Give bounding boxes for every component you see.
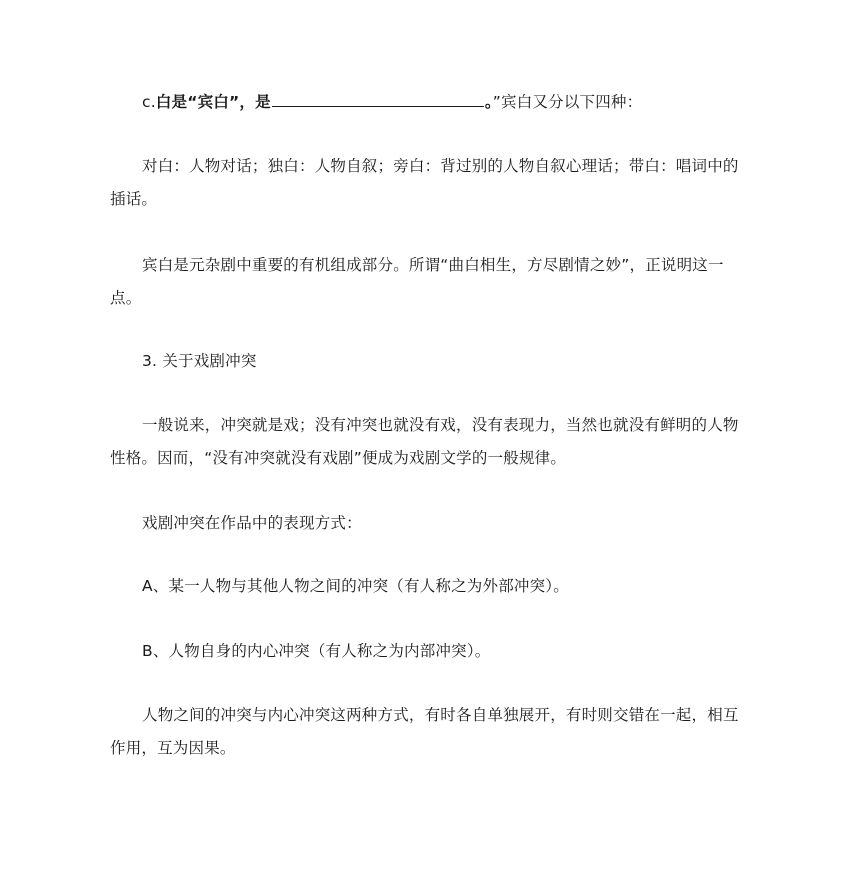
section-heading-drama-conflict: 3. 关于戏剧冲突 [142, 352, 257, 370]
blank-end-punctuation: 。 [484, 93, 493, 111]
paragraph-conflict-forms-intro: 戏剧冲突在作品中的表现方式： [142, 514, 362, 532]
bold-lead-text: 白是“宾白”，是 [155, 93, 271, 111]
paragraph-conflict-general: 一般说来，冲突就是戏；没有冲突也就没有戏，没有表现力，当然也就没有鲜明的人物性格。因而，“没有冲突就没有戏剧”便成为戏剧文学的一般规律。 [110, 416, 739, 467]
list-item-external-conflict: A、某一人物与其他人物之间的冲突（有人称之为外部冲突）。 [142, 577, 569, 595]
list-item-internal-conflict: B、人物自身的内心冲突（有人称之为内部冲突）。 [142, 642, 491, 660]
paragraph-suffix: ”宾白又分以下四种： [492, 93, 643, 111]
paragraph-binbai-types: 对白：人物对话；独白：人物自叙；旁白：背过别的人物自叙心理话；带白：唱词中的插话。 [110, 157, 739, 208]
paragraph-binbai-definition [110, 86, 752, 119]
paragraph-conflict-interaction: 人物之间的冲突与内心冲突这两种方式，有时各自单独展开，有时则交错在一起，相互作用，互为因果。 [110, 706, 739, 757]
paragraph-binbai-importance: 宾白是元杂剧中重要的有机组成部分。所谓“曲白相生，方尽剧情之妙”，正说明这一点。 [110, 256, 724, 307]
fill-in-blank-line [272, 92, 484, 107]
item-prefix: c. [142, 93, 156, 111]
